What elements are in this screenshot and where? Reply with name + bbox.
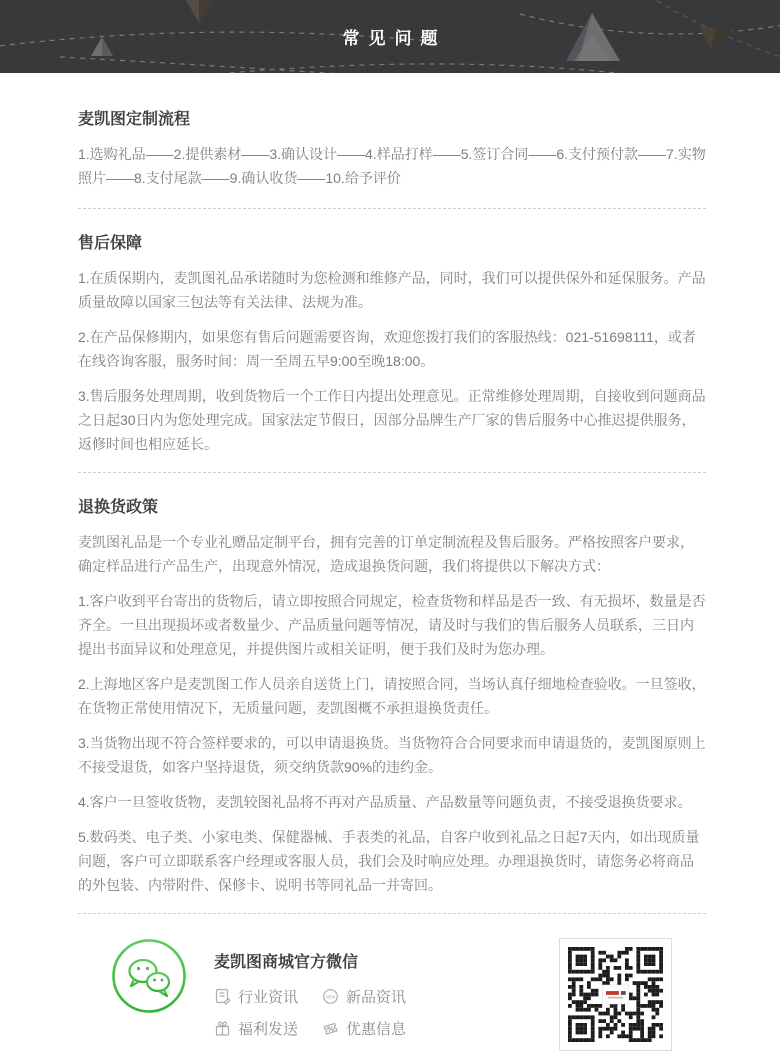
section-return-policy [78, 498, 706, 897]
new-badge-icon [322, 988, 339, 1005]
paragraph: 1.在质保期内，麦凯图礼品承诺随时为您检测和维修产品，同时，我们可以提供保外和延保服务。产品质量故障以国家三包法等有关法律、法规为准。 [78, 270, 706, 310]
paragraph: 麦凯图礼品是一个专业礼赠品定制平台，拥有完善的订单定制流程及售后服务。严格按照客户要求，确定样品进行产品生产，出现意外情况，造成退换货问题，我们将提供以下解决方式： [78, 534, 694, 574]
wechat-follow-block [214, 938, 559, 1039]
paragraph: 4.客户一旦签收货物，麦凯较图礼品将不再对产品质量、产品数量等问题负责，不接受退换货要求。 [78, 794, 692, 810]
wechat-qr-code [559, 938, 672, 1051]
dashed-divider [78, 208, 706, 209]
follow-item-label: 优惠信息 [346, 1021, 407, 1038]
faq-content [78, 110, 706, 914]
section-heading: 麦凯图定制流程 [78, 111, 191, 128]
follow-items [214, 986, 434, 1039]
process-steps: 1.选购礼品——2.提供素材——3.确认设计——4.样品打样——5.签订合同——6.支付预付款——7.实物照片——8.支付尾款——9.确认收货——10.给予评价 [78, 146, 706, 186]
paragraph: 3.当货物出现不符合签样要求的，可以申请退换货。当货物符合合同要求而申请退货的，麦凯图原则上不接受退货，如客户坚持退货，须交纳货款90%的违约金。 [78, 735, 706, 775]
coupon-icon [322, 1020, 339, 1037]
follow-item-newproduct [322, 986, 434, 1007]
page-header [0, 0, 780, 73]
paragraph: 3.售后服务处理周期，收到货物后一个工作日内提出处理意见。正常维修处理周期，自接收到问题商品之日起30日内为您处理完成。国家法定节假日，因部分品牌生产厂家的售后服务中心推迟提供服务，返修时间也相应延长。 [78, 388, 706, 452]
section-heading: 售后保障 [78, 235, 143, 252]
page-title: 常见问题 [342, 29, 447, 48]
wechat-title: 麦凯图商城官方微信 [214, 954, 359, 971]
news-doc-icon [214, 988, 231, 1005]
section-after-sales [78, 234, 706, 456]
dashed-divider [78, 472, 706, 473]
paragraph: 5.数码类、电子类、小家电类、保健器械、手表类的礼品，自客户收到礼品之日起7天内，如出现质量问题，客户可立即联系客户经理或客服人员，我们会及时响应处理。办理退换货时，请您务必将商品的外包装、内带附件、保修卡、说明书等同礼品一并寄回。 [78, 829, 700, 893]
wechat-icon [111, 938, 187, 1014]
follow-item-label: 福利发送 [238, 1021, 299, 1038]
follow-item-label: 行业资讯 [238, 989, 299, 1006]
paragraph: 2.上海地区客户是麦凯图工作人员亲自送货上门，请按照合同，当场认真仔细地检查验收。一旦签收，在货物正常使用情况下，无质量问题，麦凯图概不承担退换货责任。 [78, 676, 706, 716]
paragraph: 2.在产品保修期内，如果您有售后问题需要咨询，欢迎您拨打我们的客服热线：021-51698111，或者在线咨询客服，服务时间：周一至周五早9:00至晚18:00。 [78, 329, 696, 369]
dashed-divider [78, 913, 706, 914]
follow-item-label: 新品资讯 [346, 989, 407, 1006]
follow-item-welfare [214, 1018, 322, 1039]
section-custom-process [78, 110, 706, 190]
follow-item-industry [214, 986, 322, 1007]
wechat-footer [78, 938, 706, 1051]
gift-icon [214, 1020, 231, 1037]
section-heading: 退换货政策 [78, 499, 159, 516]
svg-text:NEW: NEW [325, 994, 336, 1000]
follow-item-discount [322, 1018, 434, 1039]
paragraph: 1.客户收到平台寄出的货物后，请立即按照合同规定，检查货物和样品是否一致、有无损坏，数量是否齐全。一旦出现损坏或者数量少、产品质量问题等情况，请及时与我们的售后服务人员联系，三日内提出书面异议和处理意见，并提供图片或相关证明，便于我们及时为您办理。 [78, 593, 706, 657]
